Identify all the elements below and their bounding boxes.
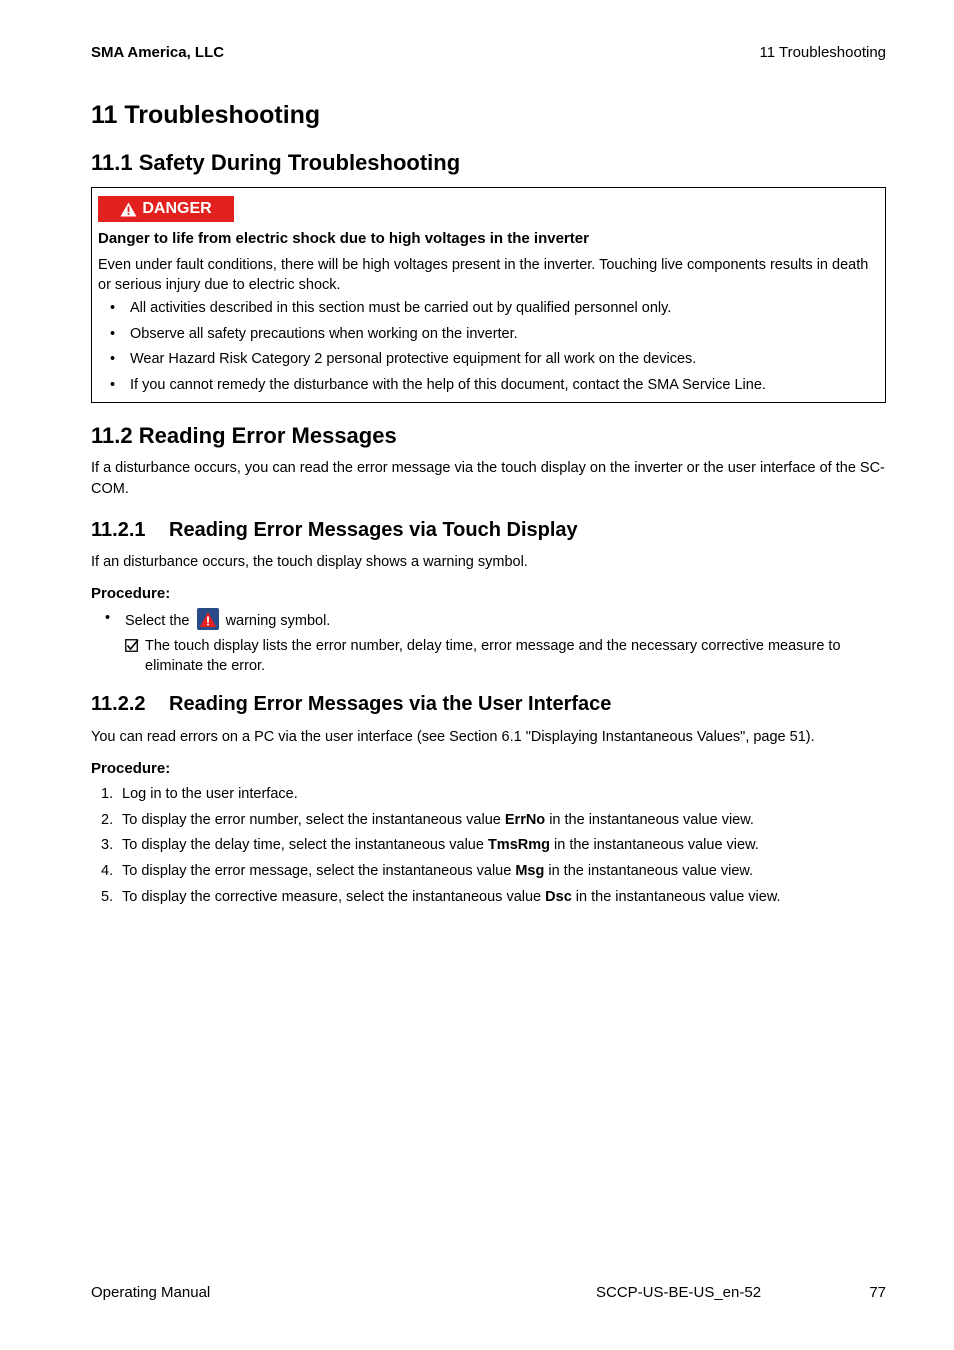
step-text-post: warning symbol. bbox=[225, 612, 331, 629]
procedure-steps bbox=[101, 786, 781, 914]
section-11-2-2-intro: You can read errors on a PC via the user interface (see Section 6.1 "Displaying Instantaneous Values", page 51). bbox=[91, 729, 815, 745]
section-number: 11.2.2 bbox=[91, 693, 146, 715]
section-11-2-1-title bbox=[91, 519, 578, 542]
danger-badge-label: DANGER bbox=[142, 200, 212, 217]
header-chapter: 11 Troubleshooting bbox=[759, 44, 886, 61]
danger-text: Even under fault conditions, there will be high voltages present in the inverter. Touching live components results in death or serious injury due to electric shock. bbox=[98, 257, 869, 293]
footer-manual: Operating Manual bbox=[91, 1284, 211, 1301]
step-item: 4. To display the error message, select the instantaneous value Msg in the instantaneous value view. bbox=[101, 863, 754, 880]
footer-doc-code: SCCP-US-BE-US_en-52 bbox=[596, 1284, 762, 1301]
procedure-label: Procedure: bbox=[91, 760, 171, 777]
section-11-2-1-intro: If an disturbance occurs, the touch display shows a warning symbol. bbox=[91, 554, 528, 570]
step-item: 1. Log in to the user interface. bbox=[101, 786, 298, 802]
section-11-1-title: 11.1 Safety During Troubleshooting bbox=[91, 150, 461, 175]
danger-box: DANGER Danger to life from electric shock due to high voltages in the inverter Even under fault conditions, there will be high voltages present in the inverter. Touching live components results in death or serious injury due to electric shock. • All activities described in this section must be carried out by qualified personnel only. • Observe all safety precautions when working on the inverter. • Wear Hazard Risk Category 2 personal protective equipment for all work on the devices. • If you cannot remedy the disturbance with the help of this document, contact the SMA Service Line. bbox=[91, 187, 886, 403]
warning-symbol-icon bbox=[197, 608, 219, 630]
running-header bbox=[91, 44, 886, 64]
checkbox-checked-icon bbox=[125, 639, 139, 653]
page-number: 77 bbox=[869, 1284, 886, 1301]
result-text: The touch display lists the error number, delay time, error message and the necessary corrective measure to eliminate the error. bbox=[145, 638, 841, 674]
document-page: SMA America, LLC 11 Troubleshooting 11 Troubleshooting 11.1 Safety During Troubleshooting DANGER Danger to life from electric shock due to high voltages in the inverter Even under fault conditions, there will be high voltages present in the inverter. Touching live components results in death or serious injury due to electric shock. • All activities described in this section must be carried out by qualified personnel only. • Observe all safety precautions when working on the inverter. • Wear Hazard Risk Category 2 personal protective equipment for all work on the devices. • If you cannot remedy the disturbance with the help of this document, contact the SMA Service Line. 11.2 Reading Error Messages If a disturbance occurs, you can read the error message via the touch display on the inverter or the user interface of the SC-COM. 11.2.1 Reading Error Messages via Touch Display If an disturbance occurs, the touch display shows a warning symbol. Procedure: • Select the warning symbol. The touch display lists the error number, delay time, error message and the necessary corrective measure to eliminate the error. 11.2.2 Reading Error Messages via the User Interface You can read errors on a PC via the user interface (see Section 6.1 "Displaying Instantaneous Values", page 51). Procedure: 1. Log in to the user interface. 2. To display the error number, select the instantaneous value ErrNo in the instantaneous value view. 3. To display the delay time, select the instantaneous value TmsRmg in the instantaneous value view. 4. To display the error message, select the instantaneous value Msg in the instantaneous value view. 5. To display the corrective measure, select the instantaneous value Dsc in the instantaneous value view. Operating Manual SCCP-US-BE-US_en-52 77 bbox=[91, 44, 886, 1301]
section-11-2-title: 11.2 Reading Error Messages bbox=[91, 423, 397, 448]
procedure-label: Procedure: bbox=[91, 585, 171, 602]
step-item: 3. To display the delay time, select the instantaneous value TmsRmg in the instantaneous value view. bbox=[101, 837, 759, 854]
step-text-pre: Select the bbox=[125, 612, 190, 629]
section-number: 11.2.1 bbox=[91, 519, 146, 541]
danger-badge bbox=[98, 196, 234, 222]
step-item: 2. To display the error number, select the instantaneous value ErrNo in the instantaneous value view. bbox=[101, 811, 754, 828]
chapter-title: 11 Troubleshooting bbox=[91, 101, 321, 129]
section-heading: Reading Error Messages via Touch Display bbox=[169, 519, 578, 541]
section-11-2-intro: If a disturbance occurs, you can read the error message via the touch display on the inverter or the user interface of the SC-COM. bbox=[91, 460, 885, 497]
section-11-2-2-title bbox=[91, 693, 611, 716]
warning-triangle-icon bbox=[120, 202, 137, 217]
header-company: SMA America, LLC bbox=[91, 44, 225, 61]
step-item: 5. To display the corrective measure, select the instantaneous value Dsc in the instantaneous value view. bbox=[101, 888, 781, 905]
danger-title: Danger to life from electric shock due to high voltages in the inverter bbox=[98, 230, 589, 247]
procedure-result bbox=[125, 636, 885, 676]
section-heading: Reading Error Messages via the User Interface bbox=[169, 693, 612, 715]
